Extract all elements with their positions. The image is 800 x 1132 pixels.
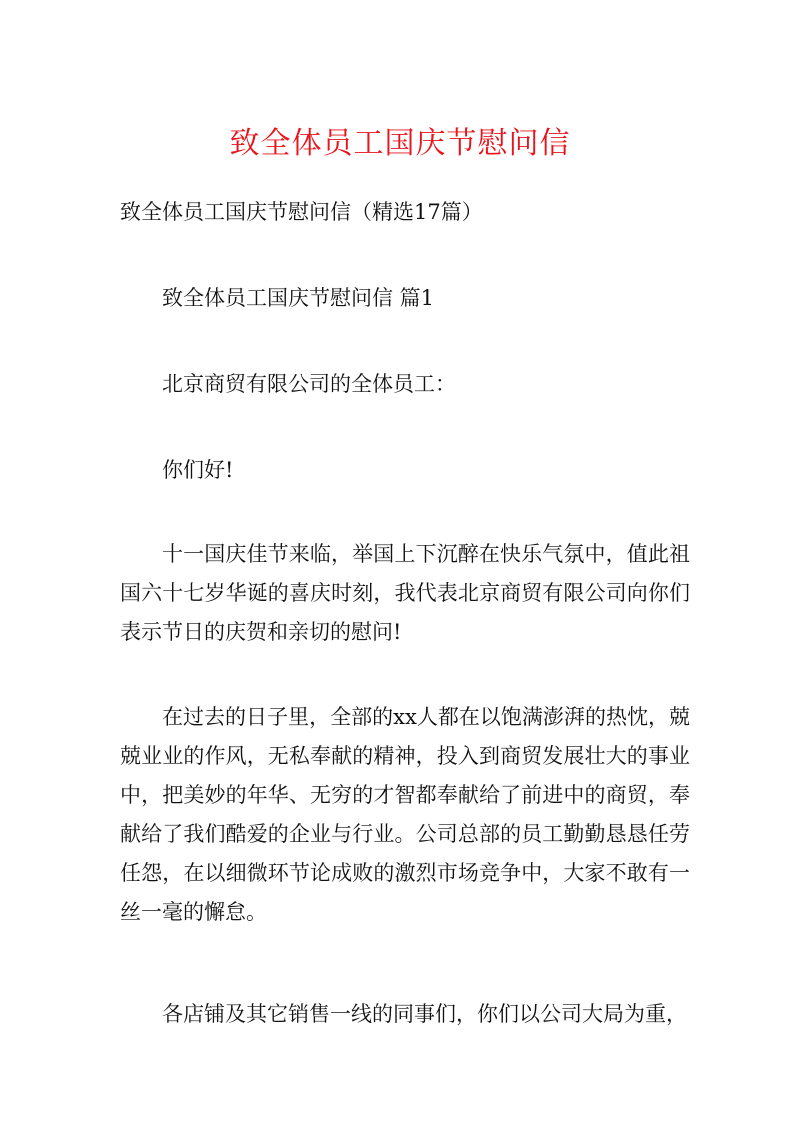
- document-subtitle: 致全体员工国庆节慰问信（精选17篇）: [120, 200, 483, 224]
- body-paragraph-2: 在过去的日子里，全部的xx人都在以饱满澎湃的热忱，兢兢业业的作风，无私奉献的精神，投入到商贸发展壮大的事业中，把美妙的年华、无穷的才智都奉献给了前进中的商贸，奉献给了我们酷爱的企业与行业。公司总部的员工勤勤恳恳任劳任怨，在以细微环节论成败的激烈市场竞争中，大家不敢有一丝一毫的懈怠。: [120, 705, 690, 924]
- body-paragraph-3: 各店铺及其它销售一线的同事们，你们以公司大局为重，: [162, 1002, 687, 1026]
- section-heading: 致全体员工国庆节慰问信 篇1: [162, 286, 435, 310]
- document-title: 致全体员工国庆节慰问信: [229, 126, 571, 161]
- salutation: 北京商贸有限公司的全体员工：: [162, 372, 456, 396]
- body-paragraph-1: 十一国庆佳节来临，举国上下沉醉在快乐气氛中，值此祖国六十七岁华诞的喜庆时刻，我代表北京商贸有限公司向你们表示节日的庆贺和亲切的慰问!: [120, 542, 690, 644]
- greeting: 你们好!: [162, 458, 234, 482]
